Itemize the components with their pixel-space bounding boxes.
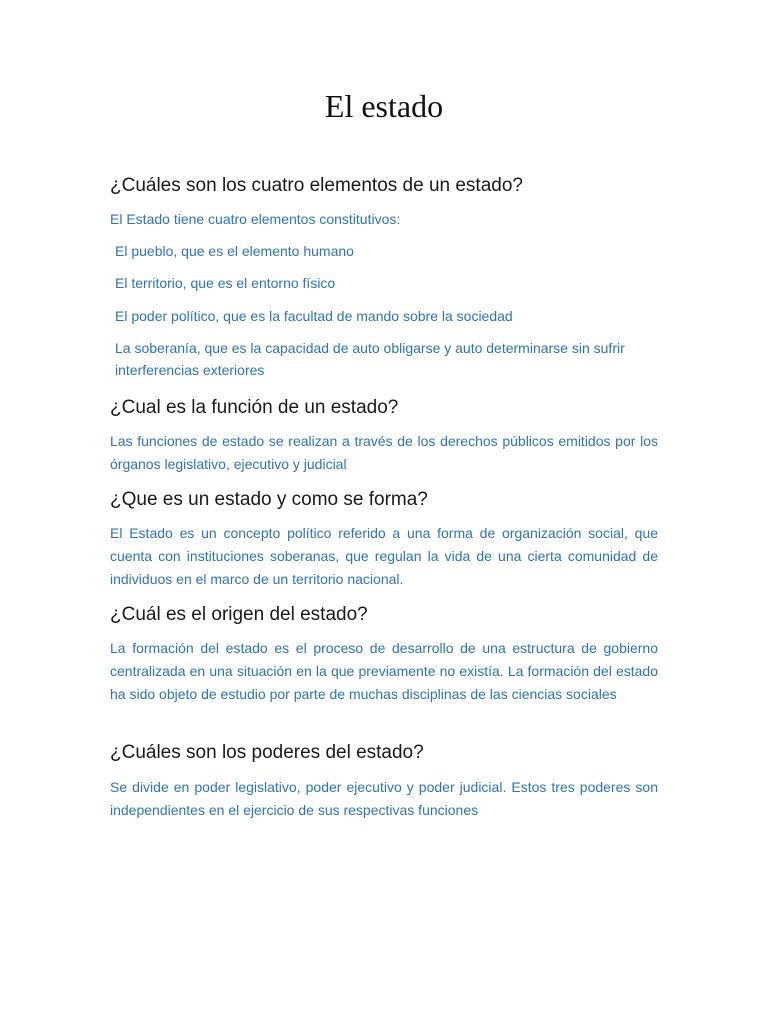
question-powers: ¿Cuáles son los poderes del estado? xyxy=(110,742,424,763)
answer-origin: La formación del estado es el proceso de desarrollo de una estructura de gobierno centralizada en una situación en la que previamente no existía. La formación del estado ha sido objeto de estudio por parte de muchas disciplinas de las ciencias sociales xyxy=(110,640,658,702)
answer-intro: El Estado tiene cuatro elementos constitutivos: xyxy=(110,211,401,227)
question-function: ¿Cual es la función de un estado? xyxy=(110,397,399,418)
list-item: El territorio, que es el entorno físico xyxy=(115,275,336,291)
answer-powers: Se divide en poder legislativo, poder ejecutivo y poder judicial. Estos tres poderes son independientes en el ejercicio de sus respectivas funciones xyxy=(110,779,658,818)
question-origin: ¿Cuál es el origen del estado? xyxy=(110,604,368,625)
list-item: La soberanía, que es la capacidad de auto obligarse y auto determinarse sin sufrir interferencias exteriores xyxy=(115,340,625,378)
answer-what-is-state: El Estado es un concepto político referido a una forma de organización social, que cuenta con instituciones soberanas, que regulan la vida de una cierta comunidad de individuos en el marco de un territorio nacional. xyxy=(110,525,658,587)
document-title: El estado xyxy=(324,88,444,124)
question-elements: ¿Cuáles son los cuatro elementos de un estado? xyxy=(110,175,523,196)
list-item: El pueblo, que es el elemento humano xyxy=(115,243,354,259)
list-item: El poder político, que es la facultad de mando sobre la sociedad xyxy=(115,308,513,324)
question-what-is-state: ¿Que es un estado y como se forma? xyxy=(110,489,428,510)
answer-function: Las funciones de estado se realizan a través de los derechos públicos emitidos por los órganos legislativo, ejecutivo y judicial xyxy=(110,433,658,472)
